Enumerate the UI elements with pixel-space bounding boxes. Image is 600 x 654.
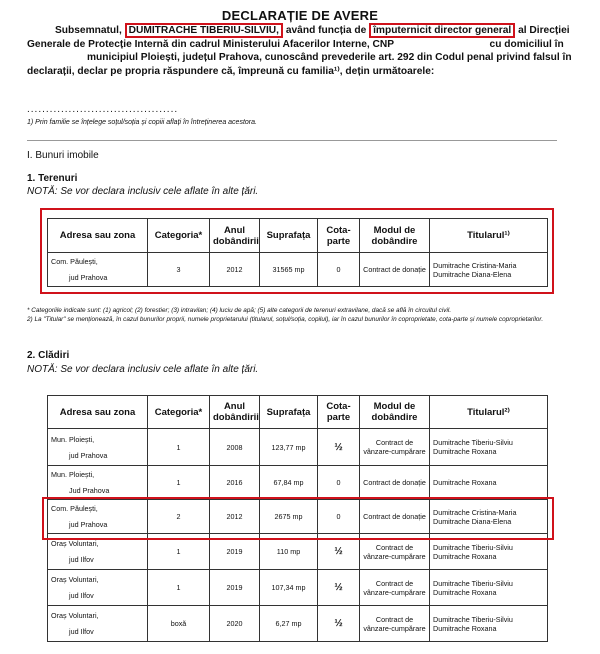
cell-cota: ½ [318, 606, 360, 642]
table-row [48, 429, 548, 466]
cell-adresa: Oraș Voluntari, jud Ilfov [48, 534, 148, 570]
col-header-adresa: Adresa sau zona [48, 396, 148, 429]
cell-titular: Dumitrache Tiberiu-Silviu Dumitrache Roxana [430, 570, 548, 606]
cell-suprafata: 110 mp [260, 534, 318, 570]
col-header-suprafata: Suprafața [260, 219, 318, 253]
cell-titular: Dumitrache Tiberiu-Silviu Dumitrache Roxana [430, 429, 548, 466]
cell-suprafata: 2675 mp [260, 500, 318, 534]
col-header-suprafata: Suprafața [260, 396, 318, 429]
cell-modul: Contract de donație [360, 500, 430, 534]
cell-modul: Contract de vânzare-cumpărare [360, 534, 430, 570]
cell-cota: 0 [318, 253, 360, 287]
cell-titular: Dumitrache Cristina-Maria Dumitrache Diana-Elena [430, 500, 548, 534]
footnote-family: 1) Prin familie se înțelege soțul/soția și copiii aflați în întreținerea acestora. [27, 119, 257, 126]
col-header-anul: Anul dobândirii [210, 396, 260, 429]
cell-adresa: Mun. Ploiești, Jud Prahova [48, 466, 148, 500]
col-header-cota: Cota-parte [318, 396, 360, 429]
cell-anul: 2019 [210, 570, 260, 606]
cell-anul: 2016 [210, 466, 260, 500]
cell-suprafata: 107,34 mp [260, 570, 318, 606]
cell-categoria: 1 [148, 570, 210, 606]
cell-anul: 2020 [210, 606, 260, 642]
cell-titular: Dumitrache Tiberiu-Silviu Dumitrache Roxana [430, 534, 548, 570]
cell-suprafata: 123,77 mp [260, 429, 318, 466]
cell-modul: Contract de donație [360, 466, 430, 500]
cell-cota: ½ [318, 534, 360, 570]
col-header-titular: Titularul¹⁾ [430, 219, 548, 253]
cell-categoria: 1 [148, 429, 210, 466]
cladiri-nota: NOTĂ: Se vor declara inclusiv cele aflate în alte țări. [27, 364, 259, 375]
table-row [48, 466, 548, 500]
cell-anul: 2019 [210, 534, 260, 570]
cell-categoria: 3 [148, 253, 210, 287]
terenuri-nota: NOTĂ: Se vor declara inclusiv cele aflate în alte țări. [27, 186, 259, 197]
dotted-line: ........................................ [27, 104, 179, 115]
cell-cota: ½ [318, 429, 360, 466]
cell-adresa: Com. Păulești, jud Prahova [48, 500, 148, 534]
cell-cota: 0 [318, 500, 360, 534]
col-header-adresa: Adresa sau zona [48, 219, 148, 253]
cell-modul: Contract de vânzare-cumpărare [360, 429, 430, 466]
note-categories: * Categoriile indicate sunt: (1) agricol; (2) forestier; (3) intravilan; (4) luciu de apă; (5) alte categorii de terenuri extravilane, dacă se află în circuitul civil. [27, 307, 452, 314]
cell-titular: Dumitrache Roxana [430, 466, 548, 500]
cell-anul: 2008 [210, 429, 260, 466]
cell-categoria: boxă [148, 606, 210, 642]
section-heading-bunuri-imobile: I. Bunuri imobile [27, 150, 99, 161]
col-header-anul: Anul dobândirii [210, 219, 260, 253]
cladiri-header-row [48, 396, 548, 429]
intro-paragraph [27, 24, 575, 78]
cell-adresa: Com. Păulești, jud Prahova [48, 253, 148, 287]
cell-modul: Contract de vânzare-cumpărare [360, 606, 430, 642]
intro-subsemnatul: Subsemnatul, [55, 25, 122, 36]
intro-domicile: cu domiciliul în [489, 38, 564, 50]
table-row [48, 570, 548, 606]
cell-suprafata: 67,84 mp [260, 466, 318, 500]
col-header-titular: Titularul²⁾ [430, 396, 548, 429]
notes-block [27, 306, 575, 324]
table-row [48, 606, 548, 642]
col-header-modul: Modul de dobândire [360, 396, 430, 429]
intro-paragraph-2: municipiul Ploiești, județul Prahova, cunoscând prevederile art. 292 din Codul penal privind falsul în declarații, declar pe propria răspundere că, împreună cu familia¹⁾, dețin următoarele: [27, 52, 572, 77]
cell-categoria: 1 [148, 534, 210, 570]
cell-anul: 2012 [210, 253, 260, 287]
cell-anul: 2012 [210, 500, 260, 534]
cell-adresa: Mun. Ploiești, jud Prahova [48, 429, 148, 466]
highlight-box-cladiri-row [42, 497, 554, 540]
col-header-categoria: Categoria* [148, 396, 210, 429]
cell-adresa: Oraș Voluntari, jud Ilfov [48, 606, 148, 642]
cell-titular: Dumitrache Cristina-Maria Dumitrache Diana-Elena [430, 253, 548, 287]
cell-modul: Contract de vânzare-cumpărare [360, 570, 430, 606]
cell-cota: ½ [318, 570, 360, 606]
intro-function-text: având funcția de [285, 25, 367, 36]
cell-titular: Dumitrache Tiberiu-Silviu Dumitrache Roxana [430, 606, 548, 642]
divider [27, 140, 557, 141]
cladiri-heading: 2. Clădiri [27, 350, 70, 361]
intro-institution: al Direcției Generale de Protecție Internă din cadrul Ministerului Afacerilor Interne, CNP [27, 25, 570, 50]
cell-adresa: Oraș Voluntari, jud Ilfov [48, 570, 148, 606]
col-header-cota: Cota-parte [318, 219, 360, 253]
cell-suprafata: 6,27 mp [260, 606, 318, 642]
cell-suprafata: 31565 mp [260, 253, 318, 287]
page-title: DECLARAȚIE DE AVERE [221, 8, 379, 23]
function-highlight: împuternicit director general [369, 23, 515, 38]
highlight-box-terenuri [40, 208, 554, 294]
cell-categoria: 2 [148, 500, 210, 534]
declarant-name-highlight: DUMITRACHE TIBERIU-SILVIU, [125, 23, 283, 38]
cell-modul: Contract de donație [360, 253, 430, 287]
note-titular: 2) La "Titular" se menționează, în cazul bunurilor proprii, numele proprietarului (titularul, soțul/soția, copilul), iar în cazul bunurilor în coproprietate, cota-parte și numele coproprietarilor. [27, 316, 544, 323]
cell-categoria: 1 [148, 466, 210, 500]
col-header-modul: Modul de dobândire [360, 219, 430, 253]
col-header-categoria: Categoria* [148, 219, 210, 253]
terenuri-heading: 1. Terenuri [27, 173, 78, 184]
cell-cota: 0 [318, 466, 360, 500]
